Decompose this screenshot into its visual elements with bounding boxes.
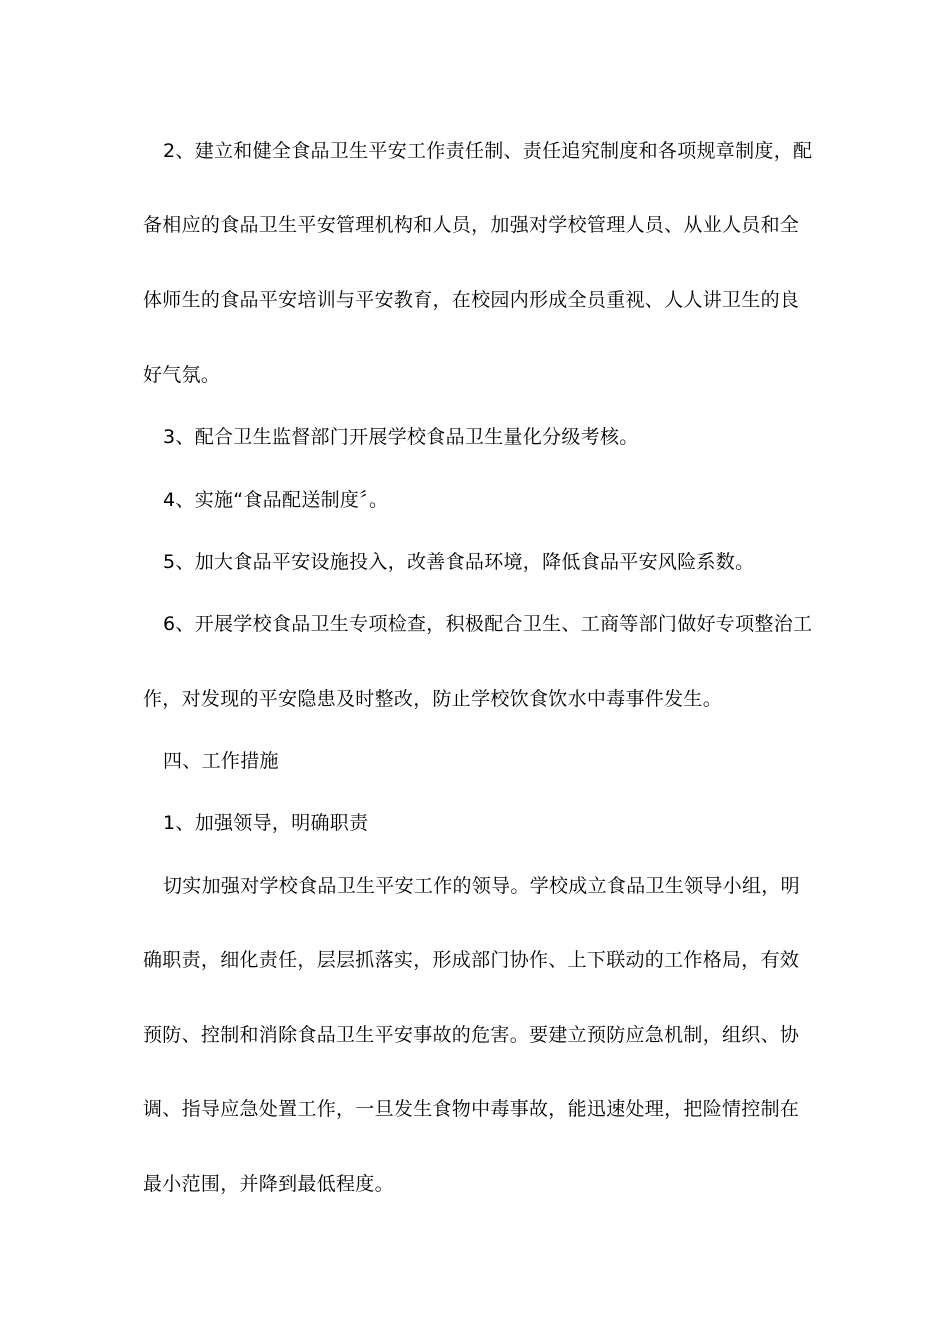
- subsection-heading: 1、加强领导，明确职责: [163, 812, 369, 834]
- paragraph-line: 确职责，细化责任，层层抓落实，形成部门协作、上下联动的工作格局，有效: [143, 949, 800, 971]
- paragraph-line-item-3: 3、配合卫生监督部门开展学校食品卫生量化分级考核。: [163, 426, 639, 448]
- paragraph-line-item-6: 6、开展学校食品卫生专项检查，积极配合卫生、工商等部门做好专项整治工: [163, 613, 813, 635]
- paragraph-line-item-4: 4、实施“食品配送制度〞。: [163, 489, 389, 511]
- paragraph-line: 作，对发现的平安隐患及时整改，防止学校饮食饮水中毒事件发生。: [143, 688, 723, 710]
- paragraph-line-item-2: 2、建立和健全食品卫生平安工作责任制、责任追究制度和各项规章制度，配: [163, 140, 813, 162]
- paragraph-line: 好气氛。: [143, 364, 221, 386]
- paragraph-line: 最小范围，并降到最低程度。: [143, 1173, 394, 1195]
- paragraph-line: 切实加强对学校食品卫生平安工作的领导。学校成立食品卫生领导小组，明: [163, 875, 800, 897]
- paragraph-line: 体师生的食品平安培训与平安教育，在校园内形成全员重视、人人讲卫生的良: [143, 289, 800, 311]
- paragraph-line: 备相应的食品卫生平安管理机构和人员，加强对学校管理人员、从业人员和全: [143, 214, 800, 236]
- paragraph-line-item-5: 5、加大食品平安设施投入，改善食品环境，降低食品平安风险系数。: [163, 551, 755, 573]
- paragraph-line: 预防、控制和消除食品卫生平安事故的危害。要建立预防应急机制，组织、协: [143, 1024, 800, 1046]
- paragraph-line: 调、指导应急处置工作，一旦发生食物中毒事故，能迅速处理，把险情控制在: [143, 1098, 800, 1120]
- section-heading: 四、工作措施: [163, 750, 279, 772]
